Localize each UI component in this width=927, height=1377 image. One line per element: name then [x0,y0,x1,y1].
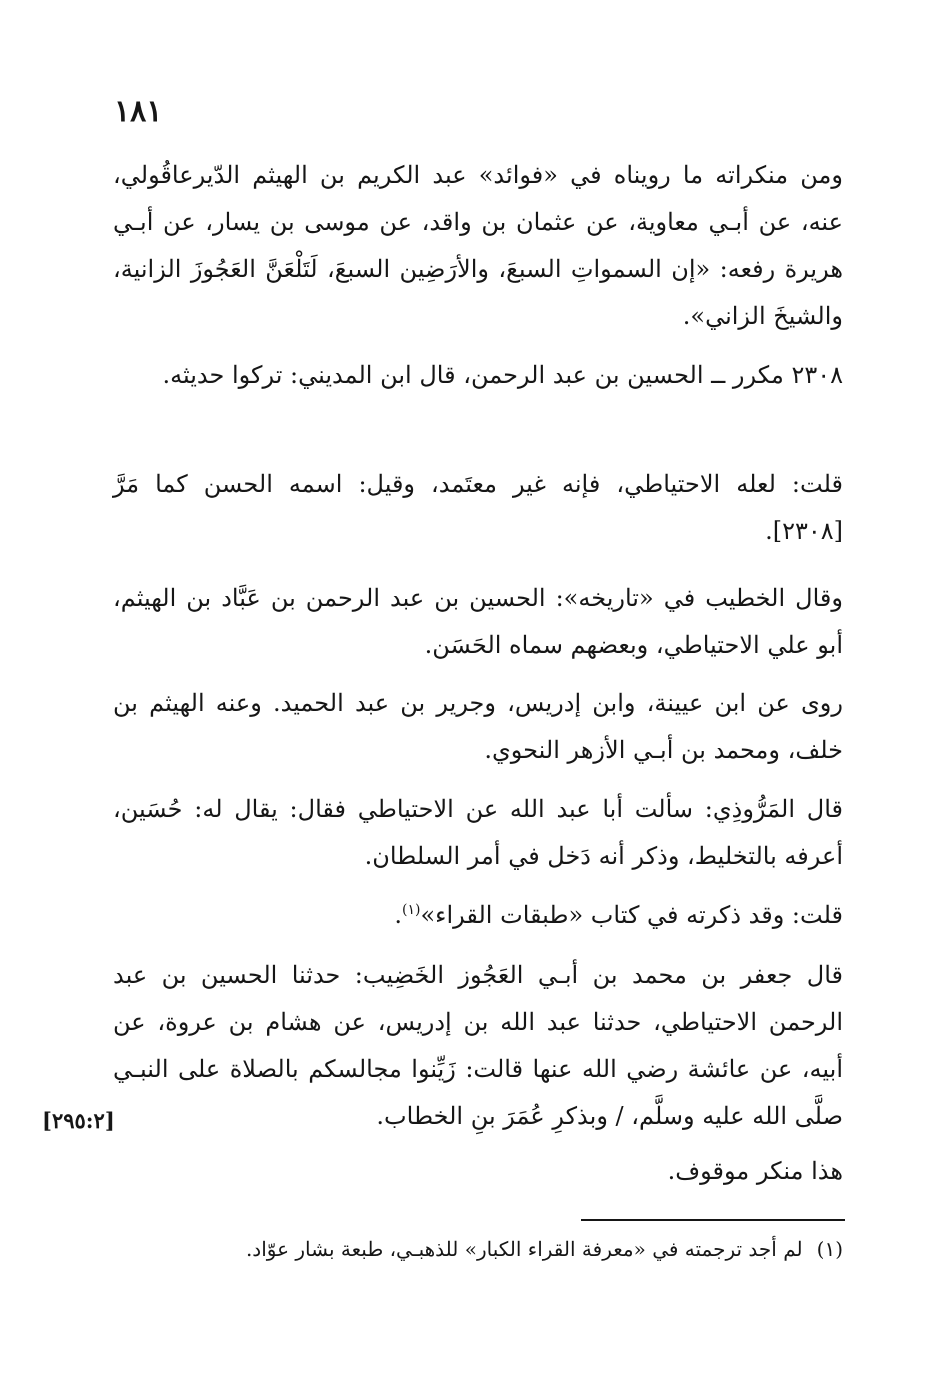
tabaqat-end: . [394,901,402,929]
paragraph-khatib: وقال الخطيب في «تاريخه»: الحسين بن عبد الرحمن بن عَبَّاد بن الهيثم، أبو علي الاحتياطي، وبعضهم سماه الحَسَن. [113,584,843,659]
margin-reference: [٢٩٥:٢] [42,1108,115,1133]
paragraph-qultu-ihtiyati: قلت: لعله الاحتياطي، فإنه غير معتَمد، وقيل: اسمه الحسن كما مَرَّ [٢٣٠٨]. [113,470,843,545]
paragraph-munkarat: ومن منكراته ما رويناه في «فوائد» عبد الكريم بن الهيثم الدّيرعاقُولي، عنه، عن أبـي معاوية، عن عثمان بن واقد، عن موسى بن يسار، عن أبـي هريرة رفعه: «إن السمواتِ السبعَ، والأرَضِين السبعَ، لَتَلْعَنَّ العَجُوزَ الزانية، والشيخَ الزاني». [113,161,843,330]
paragraph-marrudhi: قال المَرُّوذِي: سألت أبا عبد الله عن الاحتياطي فقال: يقال له: حُسَين، أعرفه بالتخليط، وذكر أنه دَخل في أمر السلطان. [113,795,843,870]
paragraph-rawa: روى عن ابن عيينة، وابن إدريس، وجرير بن عبد الحميد. وعنه الهيثم بن خلف، ومحمد بن أبـي الأزهر النحوي. [113,689,843,764]
footnote-text: لم أجد ترجمته في «معرفة القراء الكبار» للذهبـي، طبعة بشار عوّاد. [245,1237,803,1261]
footnote-divider [581,1219,845,1221]
tabaqat-text: قلت: وقد ذكرته في كتاب «طبقات القراء» [420,901,843,929]
paragraph-munkar-mawquf: هذا منكر موقوف. [667,1157,843,1185]
paragraph-entry-2308: ٢٣٠٨ مكرر ــ الحسين بن عبد الرحمن، قال ابن المديني: تركوا حديثه. [162,361,843,389]
footnote [113,1233,843,1265]
footnote-marker: (١) [402,902,421,918]
paragraph-tabaqat [113,892,843,939]
paragraph-ja-far: قال جعفر بن محمد بن أبـي العَجُوز الخَضِيب: حدثنا الحسين بن عبد الرحمن الاحتياطي، حدثنا عبد الله بن إدريس، عن هشام بن عروة، عن أبيه، عن عائشة رضي الله عنها قالت: زَيِّنوا مجالسكم بالصلاة على النبـي صلَّى الله عليه وسلَّم، / وبذكرِ عُمَرَ بنِ الخطاب. [113,961,843,1130]
footnote-number: (١) [816,1237,843,1261]
page-number: ١٨١ [114,94,163,129]
